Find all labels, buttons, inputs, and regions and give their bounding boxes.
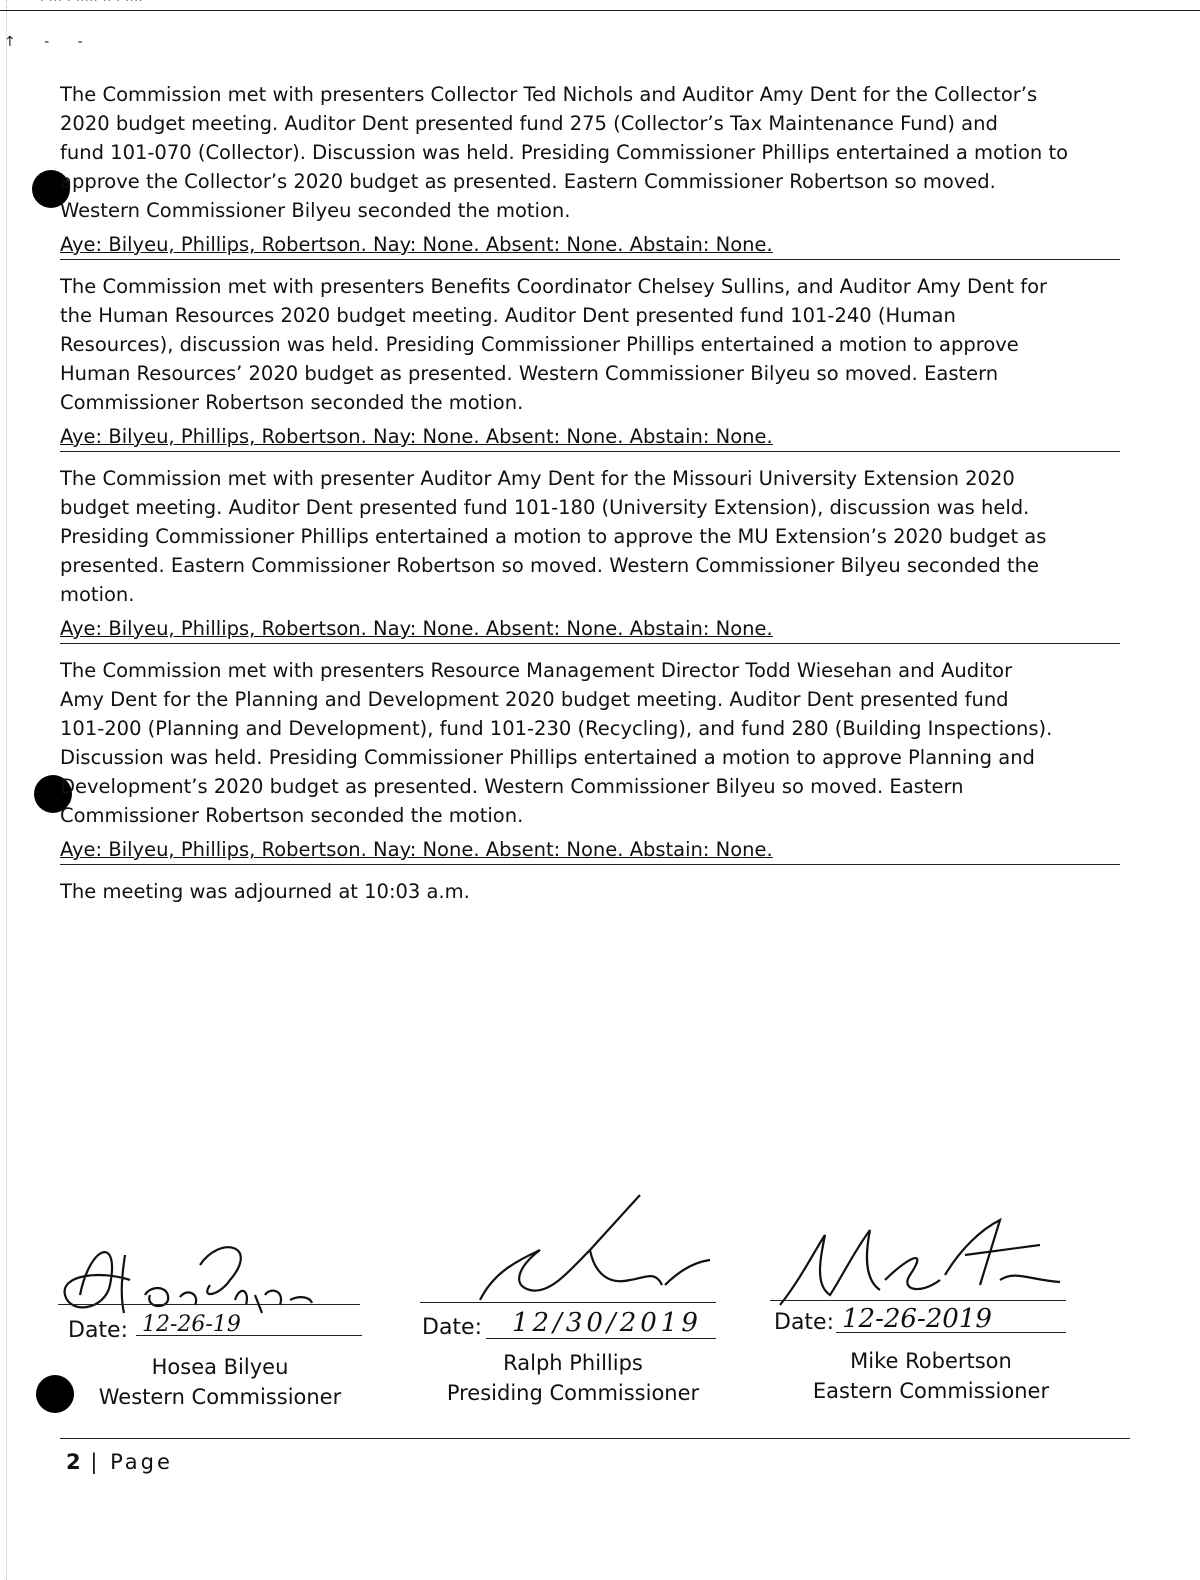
date-label: Date: [68, 1318, 128, 1343]
date-line [486, 1338, 716, 1339]
vote-text: Aye: Bilyeu, Phillips, Robertson. Nay: None. Absent: None. Abstain: None. [60, 617, 773, 640]
vote-text: Aye: Bilyeu, Phillips, Robertson. Nay: None. Absent: None. Abstain: None. [60, 838, 773, 861]
handwritten-date: 12-26-2019 [842, 1304, 992, 1334]
paragraph-line: motion. [60, 583, 135, 606]
paragraph-line: The Commission met with presenter Auditor Amy Dent for the Missouri University Extension 2020 [60, 467, 1015, 490]
signatory-bilyeu [80, 1352, 360, 1412]
signature-bilyeu [50, 1225, 370, 1325]
signature-phillips [440, 1190, 730, 1315]
paragraph-line: budget meeting. Auditor Dent presented fund 101-180 (University Extension), discussion was held. [60, 496, 1030, 519]
paragraph-line: 2020 budget meeting. Auditor Dent presented fund 275 (Collector’s Tax Maintenance Fund) and [60, 112, 998, 135]
paragraph-line: Presiding Commissioner Phillips entertained a motion to approve the MU Extension’s 2020 budget as [60, 525, 1047, 548]
date-label: Date: [774, 1310, 834, 1335]
paragraph-line: the Human Resources 2020 budget meeting. Auditor Dent presented fund 101-240 (Human [60, 304, 956, 327]
signature-line [420, 1302, 716, 1303]
signatory-name: Ralph Phillips [503, 1351, 643, 1375]
signature-robertson [770, 1210, 1070, 1310]
minutes-paragraph [60, 656, 1120, 830]
paragraph-line: The Commission met with presenters Collector Ted Nichols and Auditor Amy Dent for the Collector’s [60, 83, 1038, 106]
paragraph-line: Discussion was held. Presiding Commissioner Phillips entertained a motion to approve Planning and [60, 746, 1035, 769]
date-line [836, 1332, 1066, 1333]
scan-edge [6, 0, 7, 1580]
vote-text: Aye: Bilyeu, Phillips, Robertson. Nay: None. Absent: None. Abstain: None. [60, 425, 773, 448]
paragraph-line: Development’s 2020 budget as presented. Western Commissioner Bilyeu so moved. Eastern [60, 775, 964, 798]
paragraph-line: Amy Dent for the Planning and Development 2020 budget meeting. Auditor Dent presented fund [60, 688, 1009, 711]
adjournment-note: The meeting was adjourned at 10:03 a.m. [60, 880, 470, 903]
paragraph-line: The Commission met with presenters Resource Management Director Todd Wiesehan and Auditor [60, 659, 1013, 682]
date-label: Date: [422, 1315, 482, 1340]
date-line [136, 1335, 362, 1336]
paragraph-line: 101-200 (Planning and Development), fund 101-230 (Recycling), and fund 280 (Building Inspections). [60, 717, 1053, 740]
signatory-title: Western Commissioner [98, 1385, 342, 1409]
vote-text: Aye: Bilyeu, Phillips, Robertson. Nay: None. Absent: None. Abstain: None. [60, 233, 773, 256]
footer-rule [60, 1438, 1130, 1439]
scan-marks: ↑ - - [4, 34, 95, 50]
signatory-title: Presiding Commissioner [446, 1381, 700, 1405]
paragraph-line: Western Commissioner Bilyeu seconded the motion. [60, 199, 571, 222]
minutes-paragraph [60, 272, 1120, 417]
top-scan-artifact: · ··· · ····· ·· · ···· [40, 0, 144, 7]
minutes-paragraph [60, 80, 1120, 225]
signatory-robertson [790, 1346, 1072, 1406]
paragraph-line: Commissioner Robertson seconded the motion. [60, 804, 524, 827]
page-word: Page [110, 1450, 173, 1474]
signatory-name: Hosea Bilyeu [151, 1355, 289, 1379]
signatory-phillips [430, 1348, 716, 1408]
paragraph-line: approve the Collector’s 2020 budget as presented. Eastern Commissioner Robertson so moved. [60, 170, 996, 193]
vote-record [60, 425, 1120, 452]
handwritten-date: 12/30/2019 [512, 1308, 702, 1338]
paragraph-line: presented. Eastern Commissioner Robertson so moved. Western Commissioner Bilyeu seconded the [60, 554, 1039, 577]
signature-line [770, 1300, 1066, 1301]
vote-record [60, 233, 1120, 260]
top-rule [0, 10, 1200, 11]
signatory-title: Eastern Commissioner [812, 1379, 1050, 1403]
hole-punch-bottom [36, 1375, 74, 1413]
paragraph-line: Resources), discussion was held. Presiding Commissioner Phillips entertained a motion to approve [60, 333, 1019, 356]
page-number: 2 [66, 1450, 81, 1474]
page-footer [66, 1450, 173, 1474]
paragraph-line: Human Resources’ 2020 budget as presented. Western Commissioner Bilyeu so moved. Eastern [60, 362, 999, 385]
signature-line [58, 1304, 360, 1305]
paragraph-line: fund 101-070 (Collector). Discussion was held. Presiding Commissioner Phillips entertained a motion to [60, 141, 1069, 164]
vote-record [60, 838, 1120, 865]
paragraph-line: The Commission met with presenters Benefits Coordinator Chelsey Sullins, and Auditor Amy Dent for [60, 275, 1048, 298]
page-separator: | [90, 1450, 101, 1474]
signatory-name: Mike Robertson [850, 1349, 1012, 1373]
vote-record [60, 617, 1120, 644]
minutes-body [60, 80, 1120, 906]
minutes-paragraph [60, 464, 1120, 609]
paragraph-line: Commissioner Robertson seconded the motion. [60, 391, 524, 414]
handwritten-date: 12-26-19 [142, 1312, 241, 1337]
